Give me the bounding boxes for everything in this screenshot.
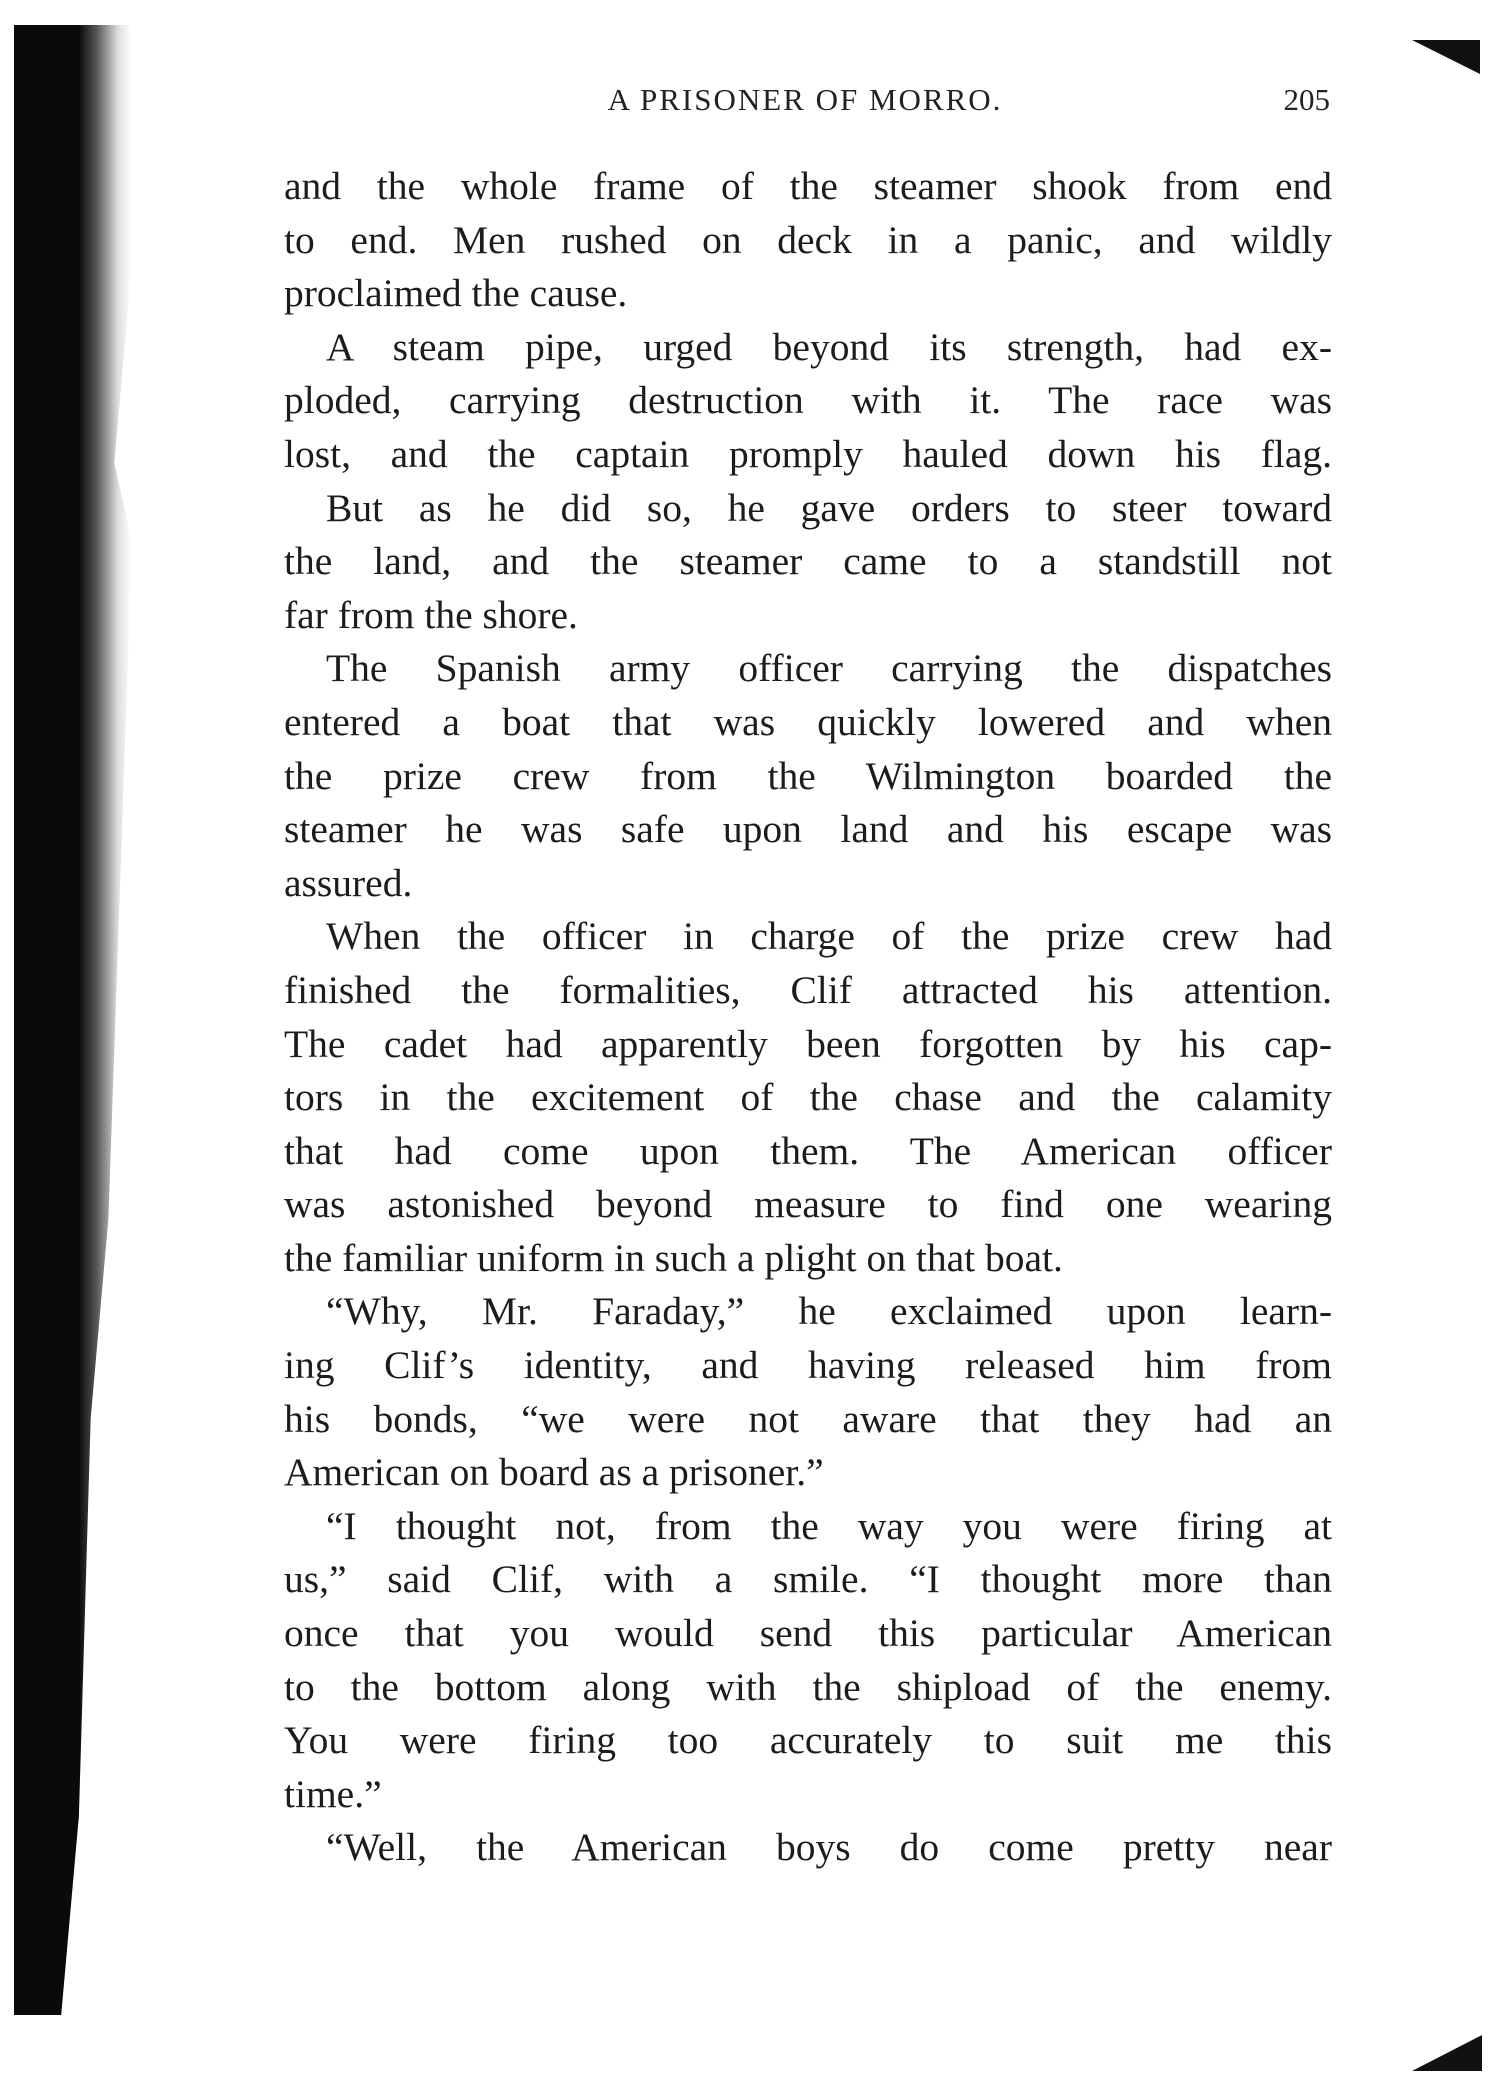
text-line: far from the shore. [284,592,578,637]
text-line: assured. [284,860,413,905]
text-line: the land, and the steamer came to a standstill not [284,539,1332,584]
text-line: us,” said Clif, with a smile. “I thought more than [284,1557,1332,1602]
text-line: “I thought not, from the way you were firing at [326,1503,1332,1548]
running-title: A PRISONER OF MORRO. [607,82,1003,117]
paragraph [284,642,1332,910]
text-line: and the whole frame of the steamer shook from end [284,164,1332,208]
text-line: The Spanish army officer carrying the dispatches [326,646,1332,691]
page-number: 205 [1283,82,1330,117]
text-line: A steam pipe, urged beyond its strength, had ex- [326,324,1332,369]
text-line: to the bottom along with the shipload of the enemy. [284,1664,1332,1709]
paragraph [284,1821,1332,1875]
paragraph [284,482,1332,643]
text-line: But as he did so, he gave orders to steer toward [326,485,1332,530]
corner-stamp [1412,2035,1482,2071]
text-line: entered a boat that was quickly lowered and when [284,699,1332,744]
corner-mark [1412,40,1480,74]
text-line: to end. Men rushed on deck in a panic, and wildly [284,217,1332,262]
text-line: You were firing too accurately to suit me this [284,1718,1332,1763]
text-line: American on board as a prisoner.” [284,1450,824,1495]
text-line: steamer he was safe upon land and his escape was [284,807,1332,852]
text-line: time.” [284,1771,382,1816]
text-line: “Well, the American boys do come pretty near [326,1825,1332,1870]
text-line: When the officer in charge of the prize crew had [326,914,1332,959]
text-line: his bonds, “we were not aware that they had an [284,1396,1332,1441]
text-line: tors in the excitement of the chase and the calamity [284,1075,1332,1120]
text-line: ploded, carrying destruction with it. The race was [284,378,1332,423]
binding-shadow [14,25,132,2015]
text-line: that had come upon them. The American officer [284,1128,1332,1173]
running-head [280,82,1330,126]
text-line: “Why, Mr. Faraday,” he exclaimed upon learn- [326,1289,1332,1334]
paragraph [284,321,1332,482]
text-line: the prize crew from the Wilmington boarded the [284,753,1332,798]
text-line: ing Clif’s identity, and having released him from [284,1343,1332,1388]
paragraph [284,910,1332,1285]
paragraph [284,1500,1332,1822]
body-text [284,160,1332,1875]
text-line: was astonished beyond measure to find one wearing [284,1182,1332,1227]
text-line: proclaimed the cause. [284,271,628,316]
paragraph [284,1285,1332,1499]
text-line: lost, and the captain promply hauled down his flag. [284,431,1332,476]
text-line: the familiar uniform in such a plight on that boat. [284,1235,1063,1280]
text-line: once that you would send this particular American [284,1611,1332,1656]
text-line: finished the formalities, Clif attracted his attention. [284,967,1332,1012]
paragraph [284,160,1332,321]
text-line: The cadet had apparently been forgotten by his cap- [284,1021,1332,1066]
